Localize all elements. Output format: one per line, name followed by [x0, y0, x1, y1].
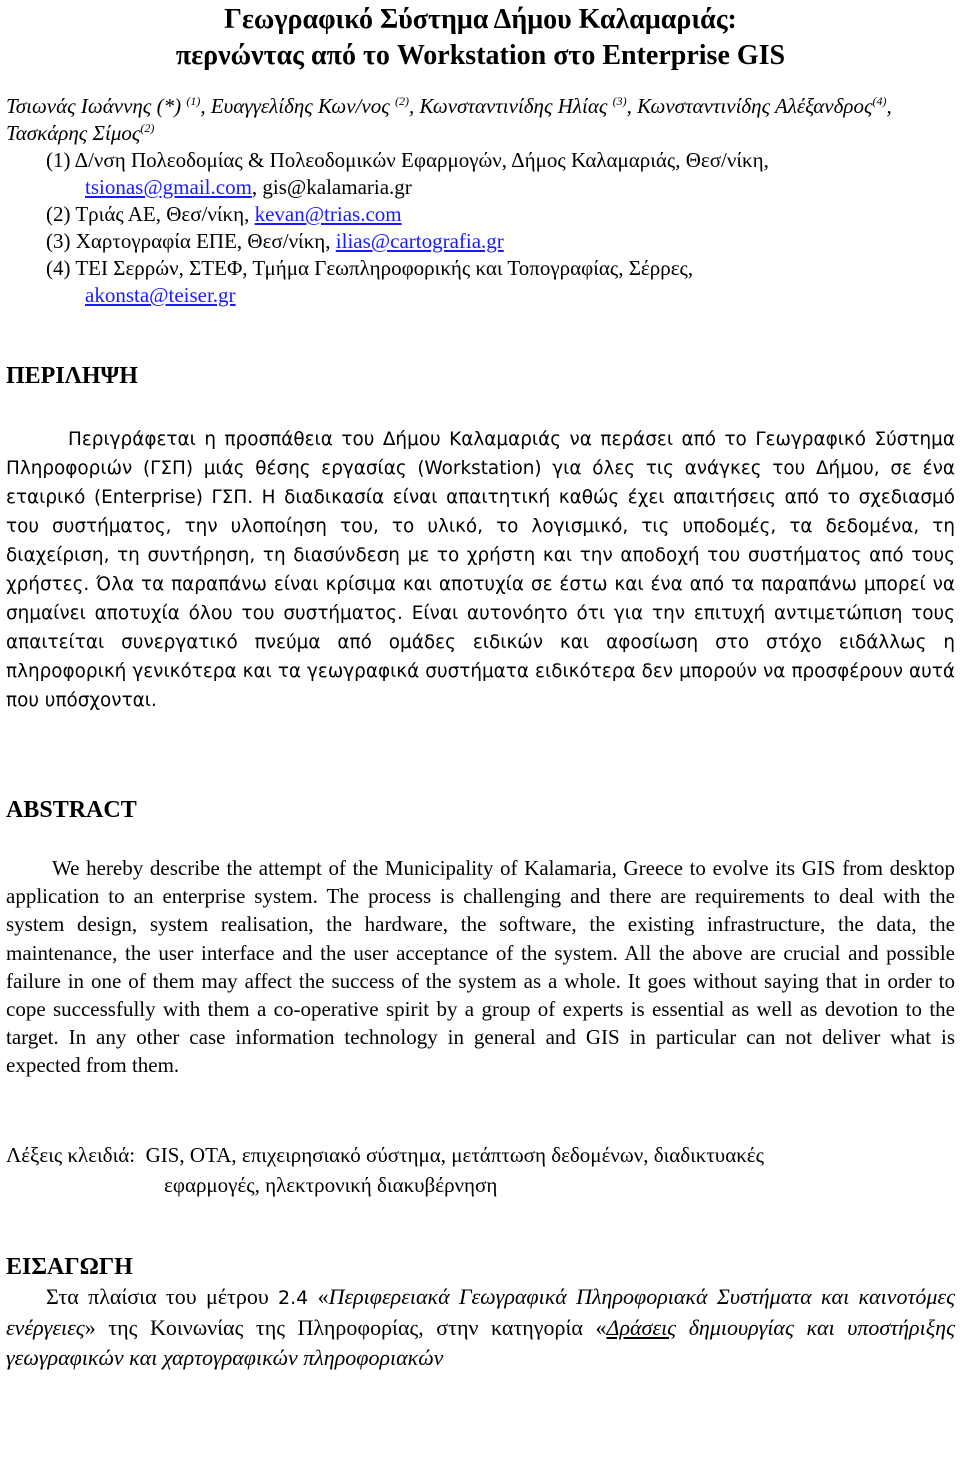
keywords-list-1: GIS, ΟΤΑ, επιχειρησιακό σύστημα, μετάπτωση δεδομένων, διαδικτυακές [145, 1142, 764, 1167]
affiliation-2-email-link[interactable]: kevan@trias.com [254, 202, 402, 226]
affiliation-4 [46, 255, 951, 309]
author-4: , Κωνσταντινίδης Αλέξανδρος [626, 94, 873, 118]
affiliation-3-email-link[interactable]: ilias@cartografia.gr [335, 229, 504, 253]
affiliation-1-text: (1) Δ/νση Πολεοδομίας & Πολεοδομικών Εφαρμογών, Δήμος Καλαμαριάς, Θεσ/νίκη, [46, 148, 769, 172]
author-2: , Ευαγγελίδης Κων/νος [200, 94, 390, 118]
intro-measure-number: 2.4 [278, 1286, 309, 1309]
author-1-affil: (1) [186, 94, 201, 108]
author-5-affil: (2) [140, 121, 155, 135]
author-5: , Τασκάρης Σίμος [6, 94, 892, 145]
affiliation-1-email-link[interactable]: tsionas@gmail.com [85, 175, 252, 199]
intro-category-title-rest: δημιουργίας και υποστήριξης γεωγραφικών και χαρτογραφικών πληροφοριακών [6, 1314, 955, 1370]
intro-text-1: Στα πλαίσια του μέτρου [46, 1283, 279, 1309]
affiliation-3-text: (3) Χαρτογραφία ΕΠΕ, Θεσ/νίκη, [46, 229, 336, 253]
keywords-line-1 [6, 1140, 955, 1170]
affiliation-4-text: (4) ΤΕΙ Σερρών, ΣΤΕΦ, Τμήμα Γεωπληροφορικής και Τοπογραφίας, Σέρρες, [46, 256, 694, 280]
affiliation-3 [46, 228, 951, 255]
intro-text-3: » της Κοινωνίας της Πληροφορίας, στην κατηγορία « [84, 1314, 607, 1340]
introduction-text [6, 1282, 955, 1373]
author-list [6, 93, 955, 147]
affiliation-2-text: (2) Τριάς ΑΕ, Θεσ/νίκη, [46, 202, 255, 226]
intro-category-title: Δράσεις [606, 1314, 677, 1340]
author-2-affil: (2) [395, 94, 409, 108]
affiliation-1 [46, 147, 951, 201]
affiliation-2 [46, 201, 951, 228]
author-3-affil: (3) [612, 94, 627, 108]
author-3: , Κωνσταντινίδης Ηλίας [409, 94, 608, 118]
title-line-1: Γεωγραφικό Σύστημα Δήμου Καλαμαριάς: [224, 4, 737, 35]
abstract-greek-heading: ΠΕΡΙΛΗΨΗ [6, 363, 138, 389]
intro-program-title: Περιφερειακά Γεωγραφικά Πληροφοριακά Συστήματα και καινοτόμες ενέργειες [6, 1283, 955, 1340]
introduction-heading: ΕΙΣΑΓΩΓΗ [6, 1253, 133, 1280]
intro-text-2: « [308, 1283, 329, 1309]
keywords-block [6, 1140, 955, 1200]
abstract-english-heading: ABSTRACT [6, 797, 137, 823]
affiliation-1-email-2: , gis@kalamaria.gr [251, 175, 412, 199]
title-line-2: περνώντας από το Workstation στο Enterprise GIS [175, 40, 786, 71]
keywords-line-2: εφαρμογές, ηλεκτρονική διακυβέρνηση [164, 1172, 498, 1197]
keywords-label: Λέξεις κλειδιά: [6, 1142, 136, 1167]
author-4-affil: (4) [872, 94, 887, 108]
abstract-greek-text: Περιγράφεται η προσπάθεια του Δήμου Καλαμαριάς να περάσει από το Γεωγραφικό Σύστημα Πληροφοριών (ΓΣΠ) μιάς θέσης εργασίας (Workstation) για όλες τις ανάγκες του Δήμου, σε ένα εταιρικό (Enterprise) ΓΣΠ. Η διαδικασία είναι απαιτητική καθώς έχει απαιτήσεις από το σχεδιασμό του συστήματος, την υλοποίηση του, το υλικό, το λογισμικό, τις υποδομές, τα δεδομένα, τη διαχείριση, τη συντήρηση, τη διασύνδεση με το χρήστη και την αποδοχή του συστήματος από τους χρήστες. Όλα τα παραπάνω είναι κρίσιμα και αποτυχία σε έστω και ένα από τα παραπάνω μπορεί να σημαίνει αποτυχία όλου του συστήματος. Είναι αυτονόητο ότι για την επιτυχή αντιμετώπιση τους απαιτείται συνεργατικό πνεύμα από ομάδες ειδικών και αφοσίωση στο στόχο ειδάλλως η πληροφορική γενικότερα και τα γεωγραφικά συστήματα ειδικότερα δεν μπορούν να προσφέρουν αυτά που υπόσχονται. [6, 429, 955, 711]
abstract-english-text: We hereby describe the attempt of the Municipality of Kalamaria, Greece to evolve its GIS from desktop application to an enterprise system. The process is challenging and there are requirements to deal with the system design, system realisation, the hardware, the software, the existing infrastructure, the data, the maintenance, the user interface and the user acceptance of the system. All the above are crucial and possible failure in one of them may affect the success of the system as a whole. It goes without saying that in order to cope successfully with them a co-operative spirit by a group of experts is essential as well as devotion to the target. In any other case information technology in general and GIS in particular can not deliver what is expected from them. [6, 856, 955, 1078]
author-1: Τσιωνάς Ιωάννης (*) [6, 94, 182, 118]
paper-title [6, 0, 955, 74]
affiliation-4-email-link[interactable]: akonsta@teiser.gr [85, 283, 236, 307]
affiliation-list [6, 147, 955, 309]
